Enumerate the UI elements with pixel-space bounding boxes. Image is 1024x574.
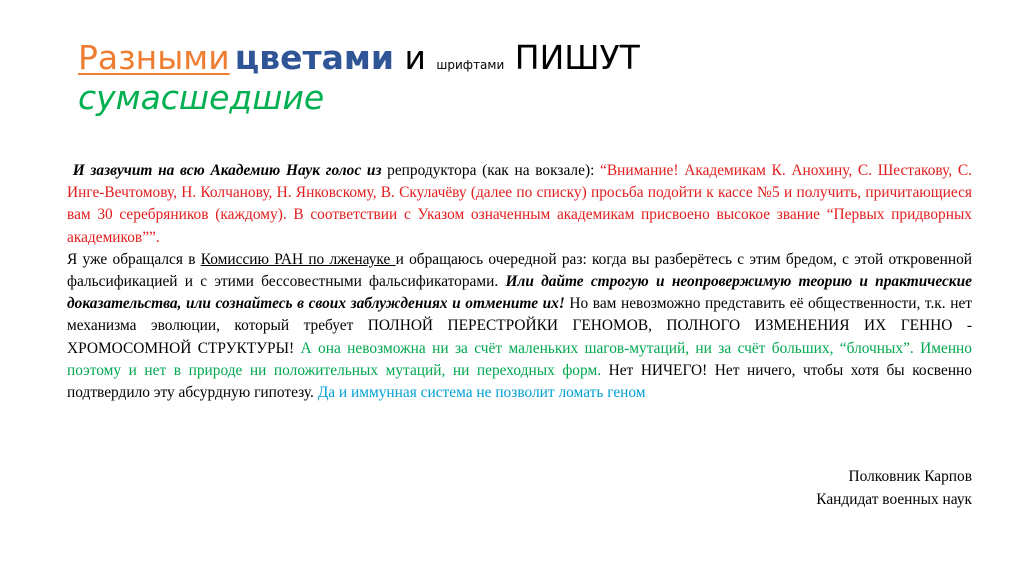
title-word-caps: ПИШУТ [504,38,640,77]
commission-link[interactable]: Комиссию РАН по лженауке [200,250,396,268]
signature [816,466,972,511]
announcement-plain: репродуктора (как на вокзале): [381,162,601,179]
announcement-quote: “Внимание! Академикам К. Анохину, С. Шестакову, С. Инге-Вечтомову, Н. Колчанову, Н. Янковскому, В. Скулачёву (далее по списку) просьба подойти к кассе №5 и получить, причитающиеся вам 30 серебряников (каждому). В соответствии с Указом означенным академикам присвоено высокое звание “Первых придворных академиков””. [67,162,972,246]
appeal-demand: Или дайте строгую и неопровержимую теорию и практические доказательства, или сознайтесь в своих заблуждениях и отмените их! [67,273,972,313]
appeal-text-3: Но вам невозможно представить её общественности, т.к. нет механизма эволюции, который требует ПОЛНОЙ ПЕРЕСТРОЙКИ ГЕНОМОВ, ПОЛНОГО ИЗМЕНЕНИЯ ИХ ГЕННО - ХРОМОСОМНОЙ СТРУКТУРЫ! [67,295,972,357]
title-word-green: сумасшедшие [78,78,325,118]
appeal-blue-text: Да и иммунная система не позволит ломать геном [317,384,646,402]
appeal-text-4: Нет НИЧЕГО! Нет ничего, чтобы хотя бы косвенно подтвердило эту абсурдную гипотезу. [67,361,972,402]
title-word-orange: Разными [78,38,230,77]
paragraph-announcement [67,160,972,249]
signature-title: Кандидат военных наук [816,490,972,508]
appeal-text-2: и обращаюсь очередной раз: когда вы разберётесь с этим бредом, с этой откровенной фальсификацией и с этими бессовестными фальсификаторами. [67,250,973,291]
slide-title [78,38,978,119]
appeal-green-text: А она невозможна ни за счёт маленьких шагов-мутаций, ни за счёт больших, “блочных”. Именно поэтому и нет в природе ни положительных мутаций, ни переходных форм. [67,339,972,379]
title-word-i: и [393,38,437,77]
title-word-small: шрифтами [436,58,505,72]
main-text [67,160,972,404]
announcement-intro: И зазвучит на всю Академию Наук голос из [72,162,382,179]
title-word-blue: цветами [234,38,394,77]
appeal-text-1: Я уже обращался в [67,250,201,268]
paragraph-appeal [67,249,972,404]
signature-name: Полковник Карпов [848,468,972,485]
